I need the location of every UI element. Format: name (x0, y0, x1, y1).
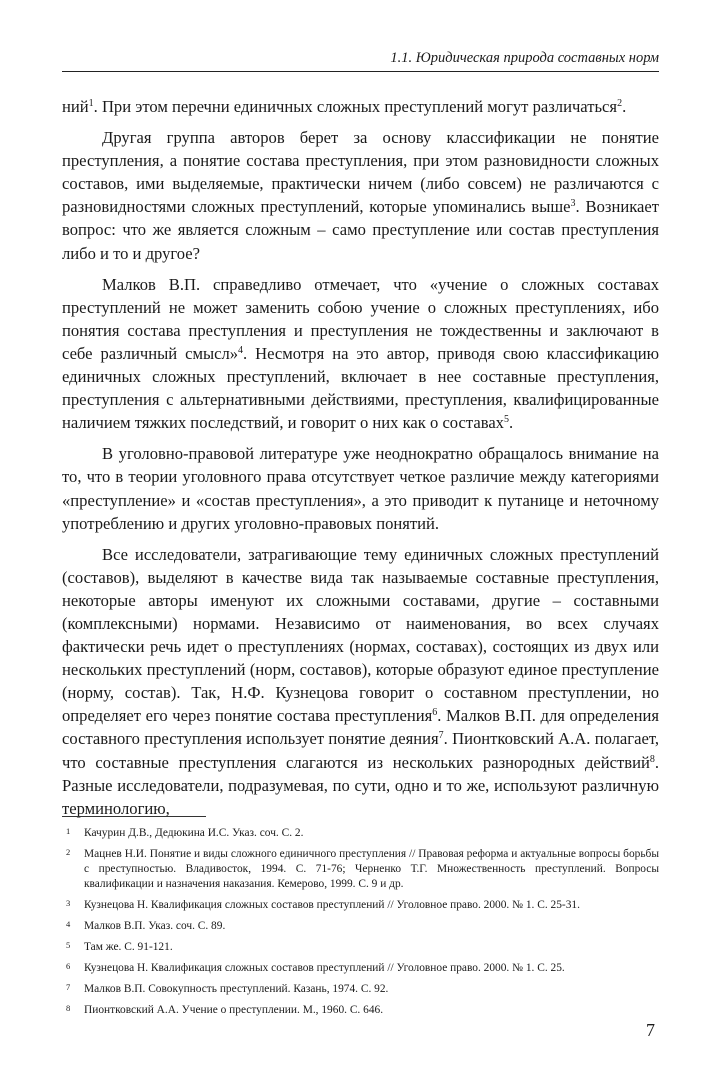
footnote-number: 8 (66, 1003, 71, 1013)
footnote-text: Качурин Д.В., Дедюкина И.С. Указ. соч. С. 2. (84, 827, 304, 839)
footnote (62, 940, 659, 955)
text-run: ний (62, 97, 89, 116)
paragraph (62, 442, 659, 534)
body-text (62, 95, 659, 828)
footnote-ref: 6 (432, 707, 438, 719)
footnote-text: Мацнев Н.И. Понятие и виды сложного единичного преступления // Правовая реформа и актуальные вопросы борьбы с преступностью. Владивосток, 1994. С. 71-76; Черненко Т.Г. Множественность преступлений. Вопросы квалификации и назначения наказания. Кемерово, 1999. С. 9 и др. (84, 848, 659, 890)
text-run: Малков В.П. справедливо отмечает, что «учение о сложных составах преступлений не может заменить собою учение о сложных преступлениях, ибо понятия состава преступления и преступления не тождественны и заключают в себе различный смысл» (62, 274, 659, 363)
footnote-ref: 3 (570, 198, 576, 210)
footnote-number: 4 (66, 919, 71, 929)
footnote-number: 1 (66, 826, 71, 836)
footnote-number: 2 (66, 847, 71, 857)
paragraph (62, 543, 659, 820)
text-run: . (508, 413, 514, 433)
footnote-ref: 8 (649, 753, 655, 765)
footnote-text: Кузнецова Н. Квалификация сложных составов преступлений // Уголовное право. 2000. № 1. С. 25. (84, 962, 565, 974)
footnote-ref: 4 (238, 344, 244, 356)
footnote-divider (62, 816, 206, 817)
footnote-ref: 5 (503, 414, 509, 426)
text-run: В уголовно-правовой литературе уже неоднократно обращалось внимание на то, что в теории уголовного права отсутствует четкое различие между категориями «преступление» и «состав преступления», а это приводит к путанице и неточному употреблению и других уголовно-правовых понятий. (62, 444, 659, 533)
text-run: Все исследователи, затрагивающие тему единичных сложных преступлений (составов), выделяют в качестве вида так называемые составные преступления, некоторые авторы именуют их сложными составами, другие – составными (комплексными) нормами. Независимо от наименования, во всех случаях фактически речь идет о преступлениях (нормах, составах), состоящих из двух или нескольких преступлений (норм, составов), которые образуют единое преступление (норму, состав). Так, Н.Ф. Кузнецова говорит о составном преступлении, но определяет его через понятие состава преступления (62, 544, 659, 726)
text-run: . Пионтковский А.А. полагает, что составные преступления слагаются из нескольких разнородных действий (62, 729, 659, 772)
footnote-ref: 1 (88, 98, 94, 109)
footnote-number: 6 (66, 961, 71, 971)
footnote-text: Там же. С. 91-121. (84, 941, 173, 953)
footnote-number: 5 (66, 940, 71, 950)
running-header: 1.1. Юридическая природа составных норм (62, 50, 659, 72)
footnote-text: Кузнецова Н. Квалификация сложных составов преступлений // Уголовное право. 2000. № 1. С. 25-31. (84, 899, 580, 911)
footnotes (62, 826, 659, 1024)
text-run: . (622, 97, 627, 116)
footnote-number: 3 (66, 898, 71, 908)
footnote-text: Малков В.П. Указ. соч. С. 89. (84, 920, 226, 932)
text-run: Другая группа авторов берет за основу классификации не понятие преступления, а понятие состава преступления, при этом разновидности сложных составов, ими выделяемые, практически ничем (либо совсем) не различаются с разновидностями сложных преступлений, которые упоминались выше (62, 128, 659, 217)
paragraph (62, 273, 659, 435)
text-run: . При этом перечни единичных сложных преступлений могут различаться (93, 97, 618, 116)
page-number: 7 (646, 1020, 655, 1040)
footnote-text: Малков В.П. Совокупность преступлений. Казань, 1974. С. 92. (84, 983, 389, 995)
text-run: . Малков В.П. для определения составного преступления использует понятие деяния (62, 706, 660, 749)
footnote (62, 1003, 659, 1018)
footnote (62, 961, 659, 976)
footnote (62, 847, 659, 892)
text-run: . Разные исследователи, подразумевая, по сути, одно и то же, используют различную терминологию, (62, 752, 659, 818)
footnote (62, 982, 659, 997)
text-run: . Несмотря на это автор, приводя свою классификацию единичных сложных преступлений, включает в нее составные преступления, преступления с альтернативными действиями, преступления, квалифицированные наличием тяжких последствий, и говорит о них как о составах (62, 343, 659, 433)
text-run: . Возникает вопрос: что же является сложным – само преступление или состав преступления либо и то и другое? (62, 197, 659, 263)
footnote-ref: 7 (438, 730, 444, 742)
paragraph (62, 95, 659, 118)
footnote (62, 826, 659, 841)
footnote-number: 7 (66, 982, 71, 992)
paragraph (62, 126, 659, 265)
footnote-text: Пионтковский А.А. Учение о преступлении. М., 1960. С. 646. (84, 1004, 384, 1016)
footnote (62, 919, 659, 934)
footnote-ref: 2 (617, 98, 623, 109)
footnote (62, 898, 659, 913)
